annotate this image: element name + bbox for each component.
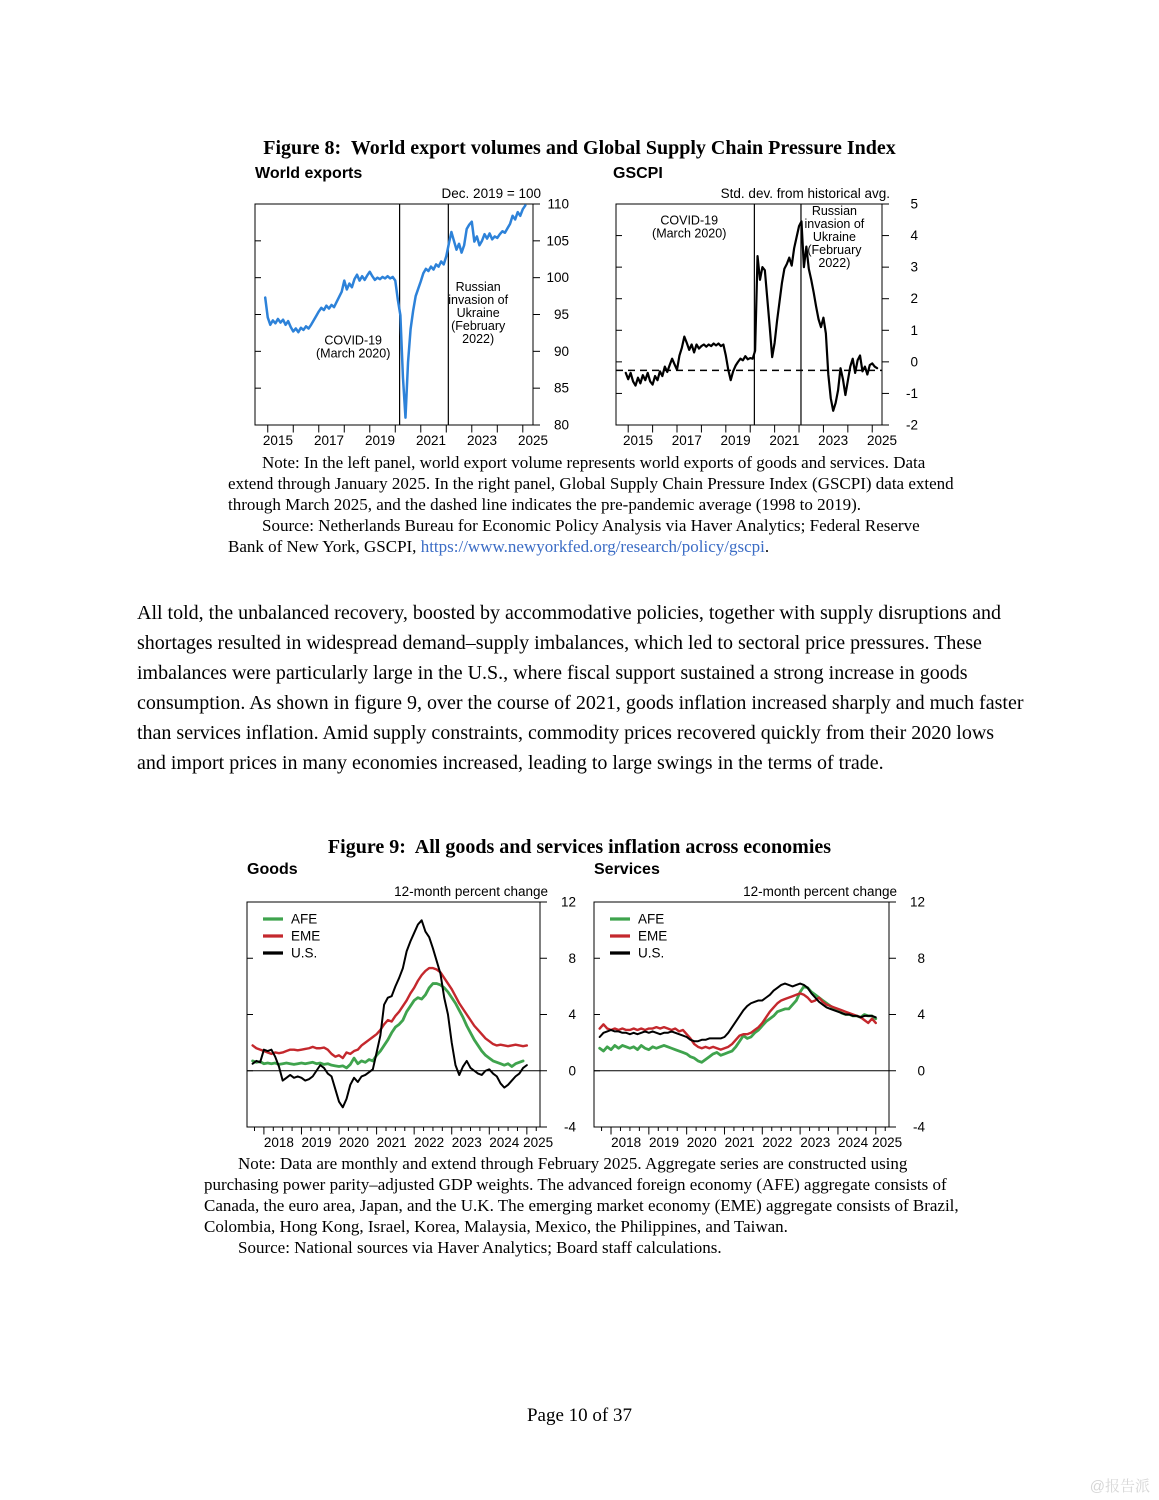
svg-text:105: 105 xyxy=(546,233,569,249)
svg-text:0: 0 xyxy=(917,1063,925,1079)
svg-text:U.S.: U.S. xyxy=(638,945,665,961)
svg-text:2025: 2025 xyxy=(517,433,549,448)
svg-text:2023: 2023 xyxy=(466,433,498,448)
svg-text:2024: 2024 xyxy=(838,1135,869,1150)
svg-text:2: 2 xyxy=(910,291,918,307)
svg-text:-1: -1 xyxy=(905,385,918,401)
svg-text:12-month percent change: 12-month percent change xyxy=(743,884,897,899)
svg-text:Dec. 2019 = 100: Dec. 2019 = 100 xyxy=(441,186,541,201)
svg-text:2020: 2020 xyxy=(686,1135,717,1150)
svg-text:12: 12 xyxy=(560,894,576,910)
svg-text:12-month percent change: 12-month percent change xyxy=(394,884,548,899)
svg-text:2023: 2023 xyxy=(818,433,849,448)
svg-text:100: 100 xyxy=(546,270,569,286)
svg-text:2019: 2019 xyxy=(301,1135,332,1150)
figure8-source-text: Source: Netherlands Bureau for Economic Policy Analysis via Haver Analytics; Federal Reserve Bank of New York, GSCPI, xyxy=(228,516,920,556)
svg-text:2019: 2019 xyxy=(364,433,395,448)
figure9-right-panel-label: Services xyxy=(594,861,660,878)
gscpi-link[interactable]: https://www.newyorkfed.org/research/policy/gscpi xyxy=(420,537,765,556)
svg-text:2021: 2021 xyxy=(769,433,800,448)
svg-text:2024: 2024 xyxy=(489,1135,520,1150)
figure8-left-panel-label: World exports xyxy=(255,165,363,182)
svg-text:2020: 2020 xyxy=(339,1135,370,1150)
figure9-title: Figure 9: All goods and services inflation across economies xyxy=(327,836,832,858)
svg-text:2017: 2017 xyxy=(313,433,344,448)
svg-text:3: 3 xyxy=(910,259,918,275)
svg-text:Russianinvasion ofUkraine(Febr: Russian invasion of Ukraine (February 2022) xyxy=(448,279,509,346)
svg-text:AFE: AFE xyxy=(291,911,318,927)
svg-text:-4: -4 xyxy=(563,1119,576,1135)
svg-text:2021: 2021 xyxy=(376,1135,407,1150)
svg-text:12: 12 xyxy=(909,894,925,910)
svg-text:2015: 2015 xyxy=(622,433,653,448)
svg-text:2019: 2019 xyxy=(648,1135,679,1150)
svg-text:Std. dev. from historical avg.: Std. dev. from historical avg. xyxy=(720,186,890,201)
svg-text:80: 80 xyxy=(553,417,569,433)
svg-text:EME: EME xyxy=(638,928,668,944)
world-exports-chart xyxy=(255,186,569,448)
body-paragraph: All told, the unbalanced recovery, boosted by accommodative policies, together with supply disruptions and shortages resulted in widespread demand–supply imbalances, which led to sectoral price pressures. These imbalances were particularly large in the U.S., where fiscal support sustained a strong increase in goods consumption. As shown in figure 9, over the course of 2021, goods inflation increased sharply and much faster than services inflation. Amid supply constraints, commodity prices recovered quickly from their 2020 lows and import prices in many economies increased, leading to large swings in the terms of trade. xyxy=(137,602,1024,774)
svg-text:-4: -4 xyxy=(912,1119,925,1135)
figure9-left-panel-label: Goods xyxy=(247,861,298,878)
svg-text:4: 4 xyxy=(910,228,918,244)
svg-text:8: 8 xyxy=(917,950,925,966)
svg-text:2021: 2021 xyxy=(724,1135,755,1150)
svg-text:110: 110 xyxy=(547,196,569,212)
gscpi-chart xyxy=(616,186,918,448)
svg-text:Russianinvasion ofUkraine(Febr: Russian invasion of Ukraine (February 2022) xyxy=(804,204,865,271)
svg-text:5: 5 xyxy=(910,196,918,212)
figure9-note xyxy=(204,1153,960,1258)
svg-text:2018: 2018 xyxy=(611,1135,642,1150)
svg-text:2021: 2021 xyxy=(415,433,447,448)
svg-text:4: 4 xyxy=(568,1007,576,1022)
figure8-note xyxy=(228,452,954,557)
figure9-note-text: Note: Data are monthly and extend through February 2025. Aggregate series are constructed using purchasing power parity–adjusted GDP weights. The advanced foreign economy (AFE) aggregate consists of Canada, the euro area, Japan, and the U.K. The emerging market economy (EME) aggregate consists of Brazil, Colombia, Hong Kong, Israel, Korea, Malaysia, Mexico, the Philippines, and Taiwan. xyxy=(204,1154,959,1236)
svg-text:85: 85 xyxy=(553,380,569,396)
svg-text:-2: -2 xyxy=(905,417,918,433)
svg-text:90: 90 xyxy=(553,343,569,359)
svg-text:2022: 2022 xyxy=(414,1135,445,1150)
figure8-right-panel-label: GSCPI xyxy=(613,165,663,182)
watermark: @报告派 xyxy=(1089,1478,1150,1495)
svg-text:95: 95 xyxy=(553,307,569,322)
page-number: Page 10 of 37 xyxy=(526,1405,632,1426)
figure8-title: Figure 8: World export volumes and Global Supply Chain Pressure Index xyxy=(263,137,896,159)
figure8-source xyxy=(228,515,954,557)
services-inflation-chart xyxy=(594,884,925,1150)
svg-text:2022: 2022 xyxy=(762,1135,793,1150)
svg-text:1: 1 xyxy=(910,322,918,338)
svg-text:2017: 2017 xyxy=(671,433,702,448)
goods-inflation-chart xyxy=(247,884,576,1150)
svg-text:U.S.: U.S. xyxy=(291,945,318,961)
svg-text:2025: 2025 xyxy=(523,1135,554,1150)
svg-text:COVID-19(March 2020): COVID-19 (March 2020) xyxy=(652,213,727,241)
figure8-source-period: . xyxy=(764,537,770,556)
svg-text:2023: 2023 xyxy=(800,1135,831,1150)
svg-text:0: 0 xyxy=(910,354,918,370)
svg-text:EME: EME xyxy=(291,928,321,944)
svg-text:4: 4 xyxy=(917,1007,925,1022)
svg-text:2018: 2018 xyxy=(263,1135,294,1150)
svg-text:2015: 2015 xyxy=(262,433,293,448)
svg-text:2023: 2023 xyxy=(451,1135,482,1150)
svg-text:2025: 2025 xyxy=(872,1135,903,1150)
svg-text:8: 8 xyxy=(568,950,576,966)
svg-text:AFE: AFE xyxy=(638,911,665,927)
svg-text:2019: 2019 xyxy=(720,433,751,448)
svg-text:0: 0 xyxy=(568,1063,576,1079)
svg-text:2025: 2025 xyxy=(866,433,898,448)
figure9-source: Source: National sources via Haver Analytics; Board staff calculations. xyxy=(238,1238,722,1257)
figure8-note-text: Note: In the left panel, world export volume represents world exports of goods and services. Data extend through January 2025. In the right panel, Global Supply Chain Pressure Index (GSCPI) data extend through March 2025, and the dashed line indicates the pre-pandemic average (1998 to 2019). xyxy=(228,453,954,514)
svg-text:COVID-19(March 2020): COVID-19 (March 2020) xyxy=(316,333,391,361)
